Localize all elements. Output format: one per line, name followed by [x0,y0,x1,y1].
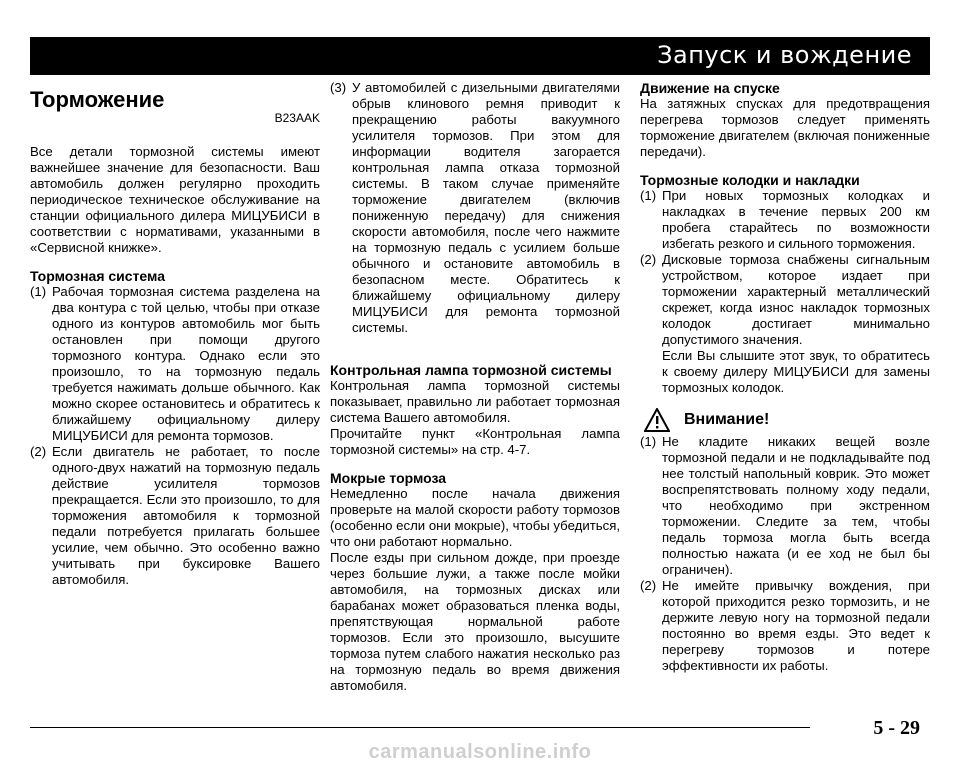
item-text: Не имейте привычку вождения, при которой приходится резко тормозить, и не держите левую ногу на тормозной педали постоянно во время езды. Это ведет к перегреву тормозов и потере эффективности их работы. [662,578,930,673]
column-middle [330,80,620,694]
list-item [640,252,930,348]
brake-pads-heading: Тормозные колодки и накладки [640,172,860,188]
list-item [640,188,930,252]
item-text: Рабочая тормозная система разделена на два контура с той целью, чтобы при отказе одного из контуров автомобиль мог быть остановлен при помощи другого тормозного контура. Однако если это произошло, то на тормозную педаль требуется нажимать дольше обычного. Как можно скорее остановитесь и обратитесь к ближайшему официальному дилеру МИЦУБИСИ для ремонта тормозов. [52,284,320,443]
page-number: 5 - 29 [873,717,920,739]
warning-title: Внимание! [684,411,770,428]
item-text: Не кладите никаких вещей возле тормозной педали и не подкладывайте под нее толстый напольный коврик. Это может воспрепятствовать полному ходу педали, что необходимо при экстренном торможении. Следите за тем, чтобы педаль тормоза могла быть всегда полностью нажата (и ее ход не был бы ограничен). [662,434,930,577]
warning-triangle-icon [644,408,670,432]
brake-system-heading: Тормозная система [30,268,165,284]
item-number: (3) [330,80,347,95]
section-title: Запуск и вождение [657,41,912,69]
item-number: (2) [640,578,657,593]
wet-brakes-heading: Мокрые тормоза [330,470,447,486]
downhill-paragraph: На затяжных спусках для предотвращения перегрева тормозов следует применять торможение двигателем (включая пониженные передачи). [640,96,930,159]
item-number: (1) [30,284,47,299]
column-left [30,80,320,588]
warning-header [640,408,930,432]
list-item [30,444,320,588]
item-text: При новых тормозных колодках и накладках в течение первых 200 км пробега старайтесь по возможности избегать резкого и сильного торможения. [662,188,930,251]
list-item-continuation [640,348,930,396]
wet-brakes-paragraph-2: После езды при сильном дожде, при проезде через большие лужи, а также после мойки автомобиля, на тормозных дисках или барабанах может образоваться пленка воды, препятствующая нормальной работе тормозов. Если это произошло, высушите тормоза путем слабого нажатия несколько раз на тормозную педаль во время движения автомобиля. [330,550,620,693]
item-text: Если Вы слышите этот звук, то обратитесь к своему дилеру МИЦУБИСИ для замены тормозных колодок. [662,348,930,395]
list-item [330,80,620,336]
section-code: B23AAK [274,111,320,125]
list-item [640,578,930,674]
item-text: У автомобилей с дизельными двигателями обрыв клинового ремня приводит к прекращению работы вакуумного усилителя тормозов. При этом для информации водителя загорается контрольная лампа отказа тормозной системы. В таком случае применяйте торможение двигателем (включив пониженную передачу) для снижения скорости автомобиля, после чего нажмите на тормозную педаль с усилием больше обычного и остановите автомобиль в безопасном месте. Обратитесь к ближайшему официальному дилеру МИЦУБИСИ для ремонта тормозной системы. [352,80,620,335]
wet-brakes-paragraph: Немедленно после начала движения проверьте на малой скорости работу тормозов (особенно если они мокрые), чтобы убедиться, что они работают нормально. [330,486,620,549]
item-text: Если двигатель не работает, то после одного-двух нажатий на тормозную педаль действие усилителя тормозов прекращается. Если это произошло, то для торможения автомобиля к тормозной педали потребуется прилагать большее усилие, чем обычно. Это особенно важно учитывать при буксировке Вашего автомобиля. [52,444,320,587]
watermark: carmanualsonline.info [368,741,592,763]
item-text: Дисковые тормоза снабжены сигнальным устройством, которое издает при торможении характерный металлический скрежет, когда износ накладок тормозных колодок достигает минимально допустимого значения. [662,252,930,347]
warning-lamp-paragraph: Контрольная лампа тормозной системы показывает, правильно ли работает тормозная система Вашего автомобиля. [330,378,620,425]
item-number: (2) [30,444,47,459]
column-right [640,80,930,674]
warning-lamp-heading: Контрольная лампа тормозной системы [330,362,612,378]
downhill-heading: Движение на спуске [640,80,780,96]
item-number: (1) [640,188,657,203]
footer-divider [30,727,810,728]
page-title: Торможение [30,87,165,112]
list-item [640,434,930,578]
item-number: (2) [640,252,657,267]
section-header-bar [30,37,930,75]
list-item [30,284,320,444]
intro-paragraph: Все детали тормозной системы имеют важнейшее значение для безопасности. Ваш автомобиль должен регулярно проходить периодическое техническое обслуживание на станции официального дилера МИЦУБИСИ в соответствии с нормативами, указанными в «Сервисной книжке». [30,144,320,255]
warning-lamp-reference: Прочитайте пункт «Контрольная лампа тормозной системы» на стр. 4-7. [330,426,620,457]
item-number: (1) [640,434,657,449]
